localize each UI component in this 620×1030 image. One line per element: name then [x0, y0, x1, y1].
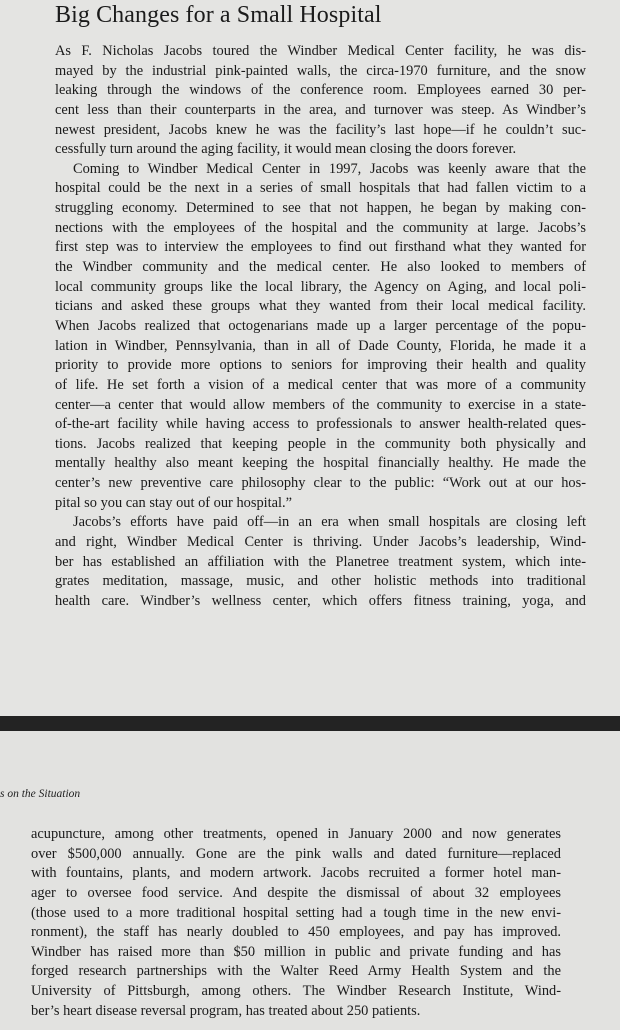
text-line: nections with the employees of the hospital and the community at large. Jacobs’s — [55, 219, 586, 236]
text-line: Jacobs’s efforts have paid off—in an era when small hospitals are closing left — [73, 514, 586, 531]
text-line: acupuncture, among other treatments, opened in January 2000 and now generates — [31, 826, 561, 842]
text-line: struggling economy. Determined to see that not happen, he began by making con- — [55, 200, 586, 217]
text-line: As F. Nicholas Jacobs toured the Windber Medical Center facility, he was dis- — [55, 43, 586, 59]
text-line: of life. He set forth a vision of a medical center that was more of a community — [55, 376, 586, 393]
text-line: University of Pittsburgh, among others. The Windber Research Institute, Wind- — [31, 983, 561, 1000]
text-line: with fountains, plants, and modern artwork. Jacobs recruited a former hotel man- — [31, 865, 561, 882]
text-line: (those used to a more traditional hospital setting had a tough time in the new envi- — [31, 904, 561, 921]
text-line: tions. Jacobs realized that keeping people in the community both physically and — [55, 435, 586, 452]
text-line: ticians and asked these groups what they wanted from their local medical facility. — [55, 298, 586, 315]
page-bottom — [0, 731, 620, 1030]
page-divider — [0, 716, 620, 731]
text-line: center—a center that would allow members of the community to exercise in a state- — [55, 396, 586, 413]
text-line: local community groups like the local library, the Agency on Aging, and local poli- — [55, 278, 586, 295]
article-body — [55, 42, 586, 612]
text-line: newest president, Jacobs knew he was the facility’s last hope—if he couldn’t suc- — [55, 121, 586, 138]
text-line: of-the-art facility while having access to professionals to answer health-related ques- — [55, 416, 586, 433]
text-line: Windber has raised more than $50 million in public and private funding and has — [31, 943, 561, 960]
text-line: leaking through the windows of the conference room. Employees earned 30 per- — [55, 82, 586, 99]
text-line: mayed by the industrial pink-painted walls, the circa-1970 furniture, and the snow — [55, 62, 586, 79]
text-line: center’s new preventive care philosophy clear to the public: “Work out at our hos- — [55, 475, 586, 492]
text-line: the Windber community and the medical center. He also looked to members of — [55, 259, 586, 276]
text-line: When Jacobs realized that octogenarians made up a larger percentage of the popu- — [55, 317, 586, 334]
text-line: Coming to Windber Medical Center in 1997, Jacobs was keenly aware that the — [73, 160, 586, 177]
text-line: ronment), the staff has nearly doubled to 450 employees, and pay has improved. — [31, 924, 561, 941]
text-line: pital so you can stay out of our hospital.” — [55, 494, 293, 511]
text-line: hospital could be the next in a series of small hospitals that had fallen victim to a — [55, 180, 586, 197]
text-line: cessfully turn around the aging facility, it would mean closing the doors forever. — [55, 141, 517, 158]
text-line: lation in Windber, Pennsylvania, than in all of Dade County, Florida, he made it a — [55, 337, 586, 354]
text-line: ager to oversee food service. And despite the dismissal of about 32 employees — [31, 884, 561, 901]
text-line: over $500,000 annually. Gone are the pink walls and dated furniture—replaced — [31, 845, 561, 862]
text-line: health care. Windber’s wellness center, which offers fitness training, yoga, and — [55, 592, 586, 609]
section-heading: Big Changes for a Small Hospital — [55, 2, 382, 28]
text-line: cent less than their counterparts in the area, and turnover was steep. As Windber’s — [55, 101, 586, 118]
text-line: ber’s heart disease reversal program, has treated about 250 patients. — [31, 1002, 421, 1019]
text-line: grates meditation, massage, music, and other holistic methods into traditional — [55, 573, 586, 590]
article-body-continued — [31, 825, 561, 1021]
text-line: and right, Windber Medical Center is thriving. Under Jacobs’s leadership, Wind- — [55, 534, 586, 551]
text-line: mentally healthy also meant keeping the hospital financially healthy. He made the — [55, 455, 586, 472]
running-head: s on the Situation — [0, 788, 81, 800]
text-line: priority to provide more options to seniors for improving their health and quality — [55, 357, 586, 374]
text-line: ber has established an affiliation with the Planetree treatment system, which inte- — [55, 553, 586, 570]
text-line: first step was to interview the employees to find out firsthand what they wanted for — [55, 239, 586, 256]
text-line: forged research partnerships with the Walter Reed Army Health System and the — [31, 963, 561, 980]
